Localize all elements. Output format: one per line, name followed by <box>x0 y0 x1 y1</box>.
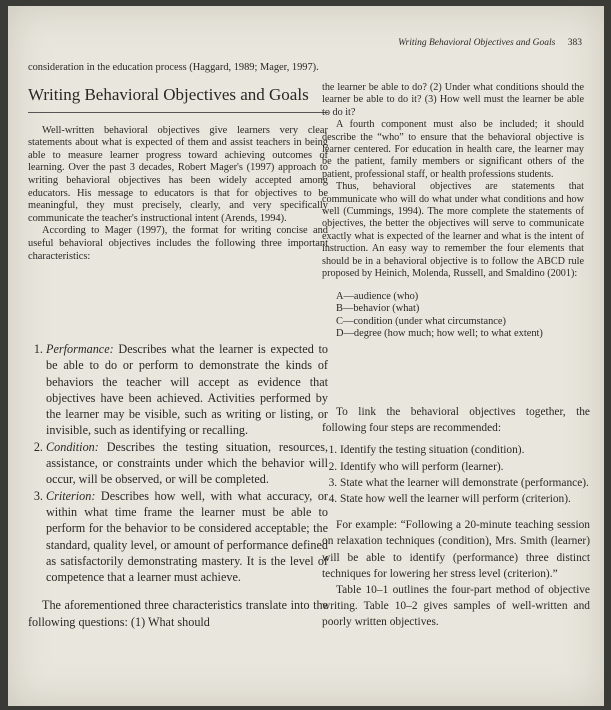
right-column-bottom <box>322 404 590 631</box>
abcd-list <box>336 291 584 341</box>
paragraph-link-steps: To link the behavioral objectives together, the following four steps are recommended: <box>322 406 590 435</box>
paragraph-questions: The aforementioned three characteristics translate into the following questions: (1) What should <box>28 598 328 629</box>
running-header <box>398 38 582 48</box>
paragraph-mager-approach: Well-written behavioral objectives give learners very clear statements about what is expected of them and assist teachers in being able to measure learner progress toward achieving outcomes of learning. Over the past 3 decades, Robert Mager's (1997) approach to writing behavioral objectives has been widely accepted among educators. His message to educators is that for objectives to be meaningful, they must precisely, clearly, and very specifically communicate the teacher's instructional intent (Arends, 1994). <box>28 124 328 224</box>
list-item-criterion: 3. Criterion: Describes how well, with what accuracy, or within what time frame the learner must be able to perform for the behavior to be considered acceptable; the standard, quality level, or amount of performance defined as satisfactorily demonstrating mastery. It is the level of competence that a learner must achieve. <box>46 488 328 586</box>
book-page <box>8 6 604 706</box>
paragraph-fourth-component: A fourth component must also be included; it should describe the “who” to ensure that the behavioral objective is learner centered. For education in health care, the learner may be the patient, family members or significant others of the patient, professional staff, or health professions students. <box>322 119 584 180</box>
list-item-performance: 1. Performance: Describes what the learner is expected to be able to do or perform to demonstrate the kinds of behaviors the teacher will accept as evidence that objectives have been achieved. Activities performed by the learner may be visible, such as writing or listing, or invisible, such as identifying or recalling. <box>46 341 328 439</box>
page-number: 383 <box>567 38 582 48</box>
paragraph-format-intro: According to Mager (1997), the format for writing concise and useful behavioral objectives includes the following three important characteristics: <box>28 225 328 262</box>
characteristics-list <box>28 341 328 585</box>
steps-list <box>322 442 590 507</box>
paragraph-example: For example: “Following a 20-minute teaching session on relaxation techniques (condition), Mrs. Smith (learner) will be able to identify (performance) three distinct techniques for lowering her stress level (criterion).” <box>322 519 590 580</box>
section-heading: Writing Behavioral Objectives and Goals <box>28 85 328 113</box>
step-item: 1. Identify the testing situation (condition). <box>340 442 590 458</box>
list-item-condition: 2. Condition: Describes the testing situation, resources, assistance, or constraints under which the behavior will occur, will be observed, or will be completed. <box>46 439 328 488</box>
paragraph-questions-cont: the learner be able to do? (2) Under what conditions should the learner be able to do it? (3) How well must the learner be able to do it? <box>322 82 584 118</box>
abcd-audience: A—audience (who) <box>336 290 419 302</box>
left-column-top <box>28 62 328 263</box>
right-column-top <box>322 82 584 341</box>
left-column-bottom <box>28 341 328 630</box>
abcd-degree: D—degree (how much; how well; to what extent) <box>336 328 543 340</box>
running-title: Writing Behavioral Objectives and Goals <box>398 38 556 48</box>
step-item: 3. State what the learner will demonstrate (performance). <box>340 475 590 491</box>
abcd-condition: C—condition (under what circumstance) <box>336 315 506 327</box>
abcd-behavior: B—behavior (what) <box>336 303 420 315</box>
paragraph-tables: Table 10–1 outlines the four-part method of objective writing. Table 10–2 gives samples of well-written and poorly written objectives. <box>322 584 590 629</box>
intro-fragment: consideration in the education process (Haggard, 1989; Mager, 1997). <box>28 62 319 73</box>
paragraph-abcd-intro: Thus, behavioral objectives are statements that communicate who will do what under what conditions and how well (Cummings, 1994). The more complete the statements of objectives, the better the objectives will serve to communicate exactly what is expected of the learner and what is the intent of instruction. An easy way to remember the four elements that should be in a behavioral objective is to follow the ABCD rule proposed by Heinich, Molenda, Russell, and Smaldino (2001): <box>322 181 584 280</box>
step-item: 2. Identify who will perform (learner). <box>340 459 590 475</box>
step-item: 4. State how well the learner will perform (criterion). <box>340 491 590 507</box>
